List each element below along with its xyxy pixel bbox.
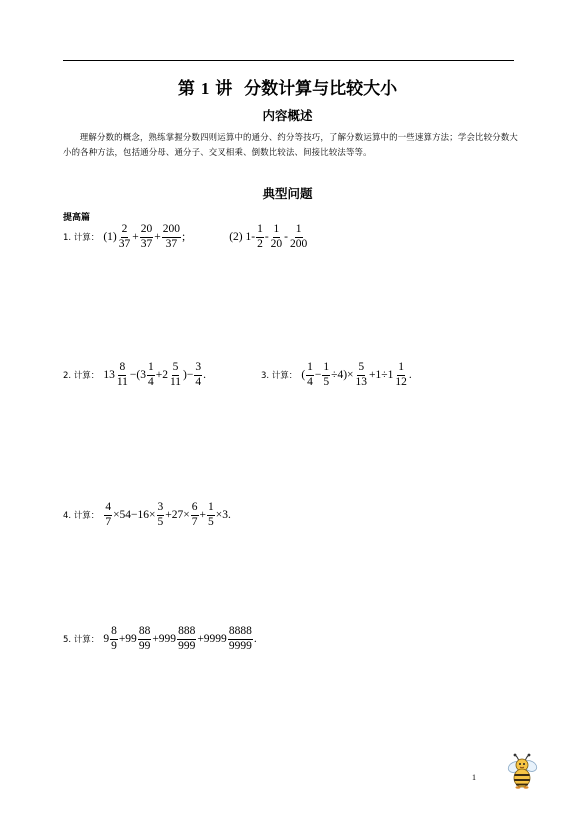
numerator: 8 xyxy=(118,362,126,376)
denominator: 37 xyxy=(118,237,131,250)
expression-text: ×54−16× xyxy=(113,509,156,521)
denominator: 4 xyxy=(147,375,154,388)
numerator: 888 xyxy=(177,626,196,640)
page-number: 1 xyxy=(472,773,476,782)
fraction xyxy=(322,362,330,388)
expression-text: ×3. xyxy=(215,509,231,521)
expression-text: +1÷1 xyxy=(369,369,394,381)
numerator: 8888 xyxy=(228,626,253,640)
problem-2-label: 2. 计算： xyxy=(63,371,100,381)
fraction xyxy=(162,224,181,250)
numerator: 5 xyxy=(357,362,365,376)
fraction xyxy=(118,224,132,250)
fraction xyxy=(104,502,112,528)
subheading-advanced: 提高篇 xyxy=(63,213,91,223)
denominator: 4 xyxy=(307,375,313,388)
denominator: 200 xyxy=(290,237,308,250)
fraction xyxy=(194,362,202,388)
expression-text: +27× xyxy=(165,509,190,521)
fraction xyxy=(177,626,196,652)
numerator: 8 xyxy=(110,626,118,640)
terminator: . xyxy=(203,369,206,381)
denominator: 13 xyxy=(355,375,368,388)
numerator: 1 xyxy=(273,224,281,238)
fraction xyxy=(157,502,165,528)
fraction xyxy=(116,362,129,388)
expression-text: ( xyxy=(301,369,306,381)
numerator: 20 xyxy=(140,224,154,238)
numerator: 1 xyxy=(306,362,314,376)
problem-1-label: 1. 计算： xyxy=(63,233,100,243)
expression-text: +999 xyxy=(152,633,177,645)
denominator: 11 xyxy=(169,375,182,388)
expression-text: )− xyxy=(183,369,194,381)
fraction xyxy=(306,362,314,388)
terminator: ; xyxy=(181,231,186,243)
operator: + xyxy=(132,231,139,243)
problem-1 xyxy=(63,224,309,250)
problem-3-label: 3. 计算： xyxy=(261,371,298,381)
operator: - xyxy=(284,231,288,243)
numerator: 1 xyxy=(322,362,330,376)
denominator: 9 xyxy=(111,639,117,652)
page-title xyxy=(0,74,575,99)
header-rule xyxy=(63,60,514,61)
denominator: 12 xyxy=(395,375,407,388)
denominator: 4 xyxy=(195,375,202,388)
denominator: 5 xyxy=(323,375,330,388)
p1-part2-tag: (2) 1- xyxy=(229,231,256,243)
numerator: 1 xyxy=(256,224,264,238)
p1-part1-tag: (1) xyxy=(103,231,117,243)
denominator: 2 xyxy=(257,237,263,250)
title-number: 1 xyxy=(200,79,210,98)
fraction xyxy=(256,224,264,250)
denominator: 11 xyxy=(116,375,128,388)
problem-4 xyxy=(63,502,231,528)
numerator: 4 xyxy=(104,502,112,516)
fraction xyxy=(228,626,253,652)
denominator: 9999 xyxy=(228,639,252,652)
numerator: 3 xyxy=(157,502,165,516)
fraction xyxy=(110,626,118,652)
expression-text: +9999 xyxy=(197,633,227,645)
fraction xyxy=(355,362,369,388)
problem-4-label: 4. 计算： xyxy=(63,511,100,521)
whole-number: 9 xyxy=(103,633,110,645)
denominator: 7 xyxy=(191,515,198,528)
fraction xyxy=(270,224,284,250)
numerator: 1 xyxy=(207,502,215,516)
fraction xyxy=(138,626,152,652)
numerator: 88 xyxy=(138,626,152,640)
title-text: 讲 分数计算与比较大小 xyxy=(215,79,398,99)
denominator: 5 xyxy=(157,515,164,528)
operator: - xyxy=(264,231,269,243)
fraction xyxy=(394,362,408,388)
fraction xyxy=(207,502,215,528)
numerator: 3 xyxy=(194,362,202,376)
fraction xyxy=(289,224,308,250)
numerator: 200 xyxy=(162,224,181,238)
title-prefix: 第 xyxy=(177,79,195,99)
section-overview-heading: 内容概述 xyxy=(262,108,313,123)
whole-number: 13 xyxy=(103,369,115,381)
expression-text: −(3 xyxy=(129,369,146,381)
fraction xyxy=(169,362,182,388)
expression-text: +99 xyxy=(118,633,137,645)
denominator: 37 xyxy=(165,237,178,250)
terminator: . xyxy=(253,633,257,645)
fraction xyxy=(191,502,199,528)
problem-5 xyxy=(63,626,257,652)
section-problems-heading: 典型问题 xyxy=(262,186,313,201)
operator: + xyxy=(154,231,161,243)
fraction xyxy=(147,362,155,388)
numerator: 1 xyxy=(295,224,303,238)
fraction xyxy=(140,224,154,250)
numerator: 6 xyxy=(191,502,199,516)
numerator: 2 xyxy=(121,224,129,238)
denominator: 20 xyxy=(270,237,283,250)
problem-2 xyxy=(63,362,206,388)
denominator: 99 xyxy=(138,639,151,652)
numerator: 1 xyxy=(397,362,405,376)
problem-3 xyxy=(261,362,412,388)
denominator: 37 xyxy=(140,237,153,250)
intro-paragraph: 理解分数的概念，熟练掌握分数四则运算中的通分、约分等技巧，了解分数运算中的一些速算方法；学会比较分数大小的各种方法，包括通分母、通分子、交叉相乘、倒数比较法、间接比较法等等。 xyxy=(63,132,518,157)
expression-text: − xyxy=(314,369,322,381)
expression-text: ÷4)× xyxy=(331,369,354,381)
expression-text: + xyxy=(199,509,207,521)
denominator: 7 xyxy=(105,515,112,528)
expression-text: +2 xyxy=(155,369,168,381)
bee-mascot-icon xyxy=(504,752,540,790)
terminator: . xyxy=(408,369,412,381)
numerator: 1 xyxy=(147,362,155,376)
problem-5-label: 5. 计算： xyxy=(63,635,100,645)
denominator: 999 xyxy=(178,639,196,652)
denominator: 5 xyxy=(208,515,214,528)
numerator: 5 xyxy=(172,362,180,376)
